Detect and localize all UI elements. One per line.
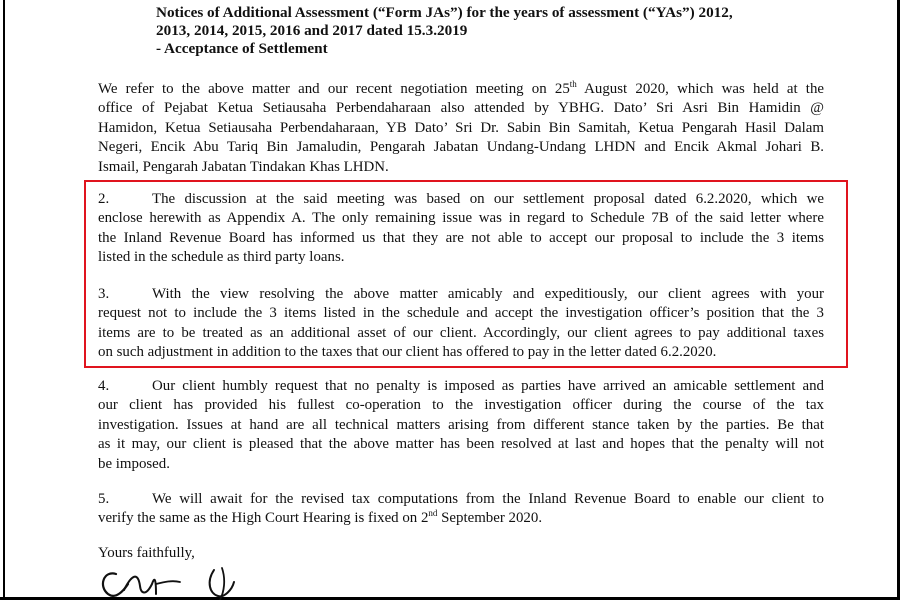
paragraph-5-text: September 2020. xyxy=(437,510,543,527)
paragraph-4-line: as it may, our client is pleased that the above matter has been resolved at last and hopes that the penalty will not xyxy=(98,436,824,453)
paragraph-number: 5. xyxy=(98,491,110,507)
paragraph-2-text: The discussion at the said meeting was based on our settlement proposal dated 6.2.2020, which we xyxy=(152,191,824,207)
paragraph-4-line: our client has provided his fullest co-operation to the investigation officer during the course of the tax xyxy=(98,397,824,414)
paragraph-5 xyxy=(98,490,824,529)
paragraph-1-text: August 2020, which was held at the xyxy=(576,81,824,97)
paragraph-2-line xyxy=(98,190,824,209)
left-border-rule xyxy=(3,0,5,600)
paragraph-number: 2. xyxy=(98,191,110,207)
paragraph-2-line: the Inland Revenue Board has informed us that they are not able to accept our proposal to include the 3 items xyxy=(98,229,824,246)
paragraph-5-line xyxy=(98,490,824,509)
paragraph-1-line: Ismail, Pengarah Jabatan Tindakan Khas LHDN. xyxy=(98,158,389,175)
signature-drawing xyxy=(94,560,254,600)
paragraph-2-line: enclose herewith as Appendix A. The only remaining issue was in regard to Schedule 7B of the said letter where xyxy=(98,210,824,227)
paragraph-3-line xyxy=(98,285,824,304)
paragraph-1-text: We refer to the above matter and our recent negotiation meeting on 25 xyxy=(98,81,570,97)
paragraph-4 xyxy=(98,377,824,474)
ordinal-suffix: nd xyxy=(428,508,438,519)
paragraph-5-line xyxy=(98,509,824,528)
paragraph-3 xyxy=(98,285,824,363)
paragraph-4-line xyxy=(98,377,824,396)
paragraph-number: 4. xyxy=(98,378,110,394)
paragraph-3-line: items are to be treated as an additional asset of our client. Accordingly, our client agrees to pay additional taxes xyxy=(98,324,824,341)
paragraph-1 xyxy=(98,80,824,177)
subject-line-3: - Acceptance of Settlement xyxy=(156,40,328,57)
paragraph-1-line: Hamidon, Ketua Setiausaha Perbendaharaan, YB Dato’ Sri Dr. Sabin Bin Samitah, Ketua Pengarah Hasil Dalam xyxy=(98,119,824,136)
paragraph-2 xyxy=(98,190,824,268)
paragraph-3-text: With the view resolving the above matter amicably and expeditiously, our client agrees with your xyxy=(152,286,824,302)
paragraph-3-line: on such adjustment in addition to the taxes that our client has offered to pay in the letter dated 6.2.2020. xyxy=(98,344,717,361)
paragraph-1-line: Negeri, Encik Abu Tariq Bin Jamaludin, Pengarah Jabatan Undang-Undang LHDN and Encik Akmal Johari B. xyxy=(98,139,824,156)
paragraph-1-line: office of Pejabat Ketua Setiausaha Perbendaharaan also attended by YBHG. Dato’ Sri Asri Bin Hamidin @ xyxy=(98,100,824,117)
closing-salutation: Yours faithfully, xyxy=(98,545,195,561)
paragraph-1-line xyxy=(98,80,824,99)
subject-line-1: Notices of Additional Assessment (“Form JAs”) for the years of assessment (“YAs”) 2012, xyxy=(156,4,733,21)
paragraph-4-line: investigation. Issues at hand are all technical matters arising from different stance taken by the parties. Be that xyxy=(98,416,824,433)
paragraph-5-text: verify the same as the High Court Hearing is fixed on 2 xyxy=(98,510,429,527)
paragraph-3-line: request not to include the 3 items listed in the schedule and accept the investigation officer’s position that the 3 xyxy=(98,305,824,322)
letter-subject xyxy=(156,4,733,58)
paragraph-number: 3. xyxy=(98,286,110,302)
paragraph-4-line: be imposed. xyxy=(98,455,170,472)
subject-line-2: 2013, 2014, 2015, 2016 and 2017 dated 15.3.2019 xyxy=(156,22,468,39)
paragraph-2-line: listed in the schedule as third party loans. xyxy=(98,249,345,266)
paragraph-5-text: We will await for the revised tax computations from the Inland Revenue Board to enable our client to xyxy=(152,491,824,507)
paragraph-4-text: Our client humbly request that no penalty is imposed as parties have arrived an amicable settlement and xyxy=(152,378,824,394)
signature xyxy=(94,560,254,600)
ordinal-suffix: th xyxy=(569,79,577,89)
